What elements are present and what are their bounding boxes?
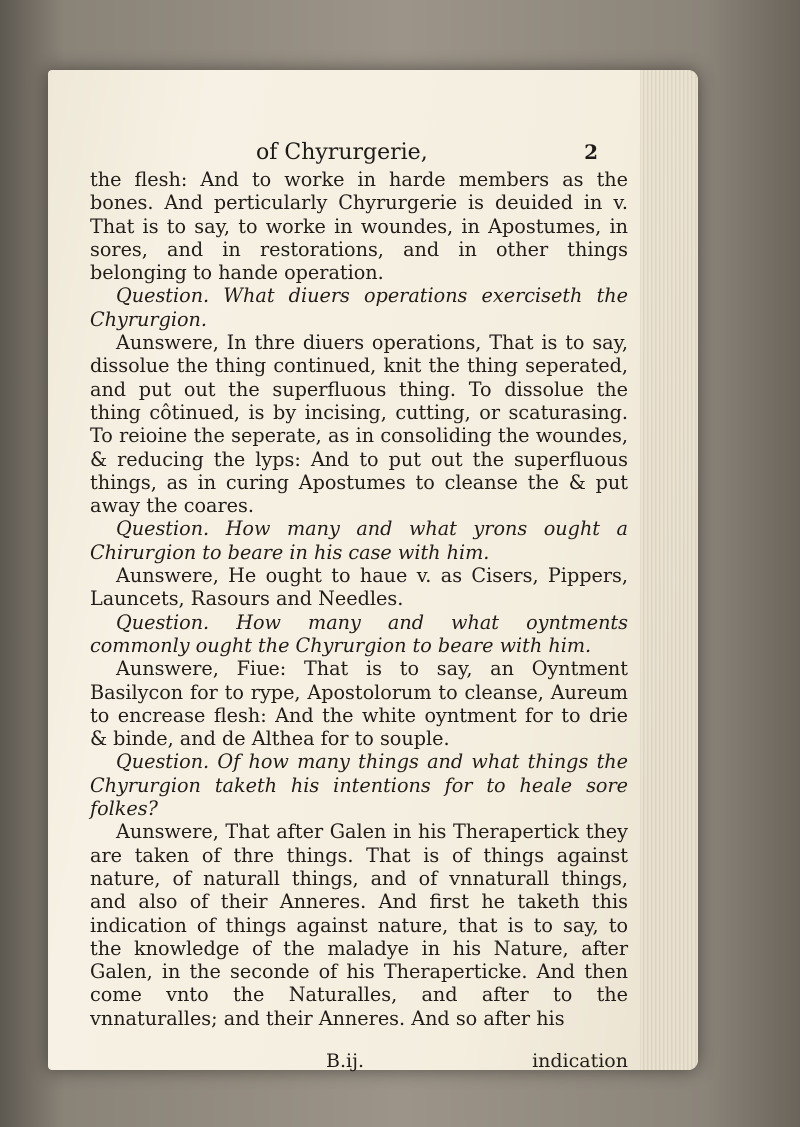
paragraph: the flesh: And to worke in harde members as the bones. And perticularly Chyrurgerie is deuided in v. That is to say, to worke in woundes, in Apostumes, in sores, and in restorations, and in other things belonging to hande operation. — [90, 168, 628, 285]
question-paragraph: Question. How many and what yrons ought a Chirurgion to beare in his case with him. — [90, 517, 628, 564]
signature-mark: B.ij. — [326, 1050, 365, 1072]
answer-paragraph: Aunswere, He ought to haue v. as Cisers, Pippers, Launcets, Rasours and Needles. — [90, 564, 628, 611]
answer-paragraph: Aunswere, Fiue: That is to say, an Oyntment Basilycon for to rype, Apostolorum to cleanse, Aureum to encrease flesh: And the white oyntment for to drie & binde, and de Althea for to souple. — [90, 657, 628, 751]
page-footer — [88, 1050, 628, 1076]
page-body — [90, 168, 628, 1030]
answer-paragraph: Aunswere, That after Galen in his Therapertick they are taken of thre things. That is of things against nature, of naturall things, and of vnnaturall things, and also of their Anneres. And first he taketh this indication of things against nature, that is to say, to the knowledge of the maladye in his Nature, after Galen, in the seconde of his Theraperticke. And then come vnto the Naturalles, and after to the vnnaturalles; and their Anneres. And so after his — [90, 820, 628, 1030]
question-paragraph: Question. Of how many things and what things the Chyrurgion taketh his intentions for to heale sore folkes? — [90, 750, 628, 821]
answer-paragraph: Aunswere, In thre diuers operations, That is to say, dissolue the thing continued, knit the thing seperated, and put out the superfluous thing. To dissolue the thing côtinued, is by incising, cutting, or scaturasing. To reioine the seperate, as in consoliding the woundes, & reducing the lyps: And to put out the superfluous things, as in curing Apostumes to cleanse the & put away the coares. — [90, 331, 628, 518]
page-header — [88, 136, 608, 166]
page-fore-edge — [640, 70, 698, 1070]
book-page — [48, 70, 698, 1070]
catchword: indication — [532, 1050, 628, 1072]
folio-number: 2 — [584, 140, 598, 164]
question-paragraph: Question. How many and what oyntments commonly ought the Chyrurgion to beare with him. — [90, 610, 628, 657]
running-head: of Chyrurgerie, — [256, 140, 428, 165]
question-paragraph: Question. What diuers operations exerciseth the Chyrurgion. — [90, 284, 628, 331]
